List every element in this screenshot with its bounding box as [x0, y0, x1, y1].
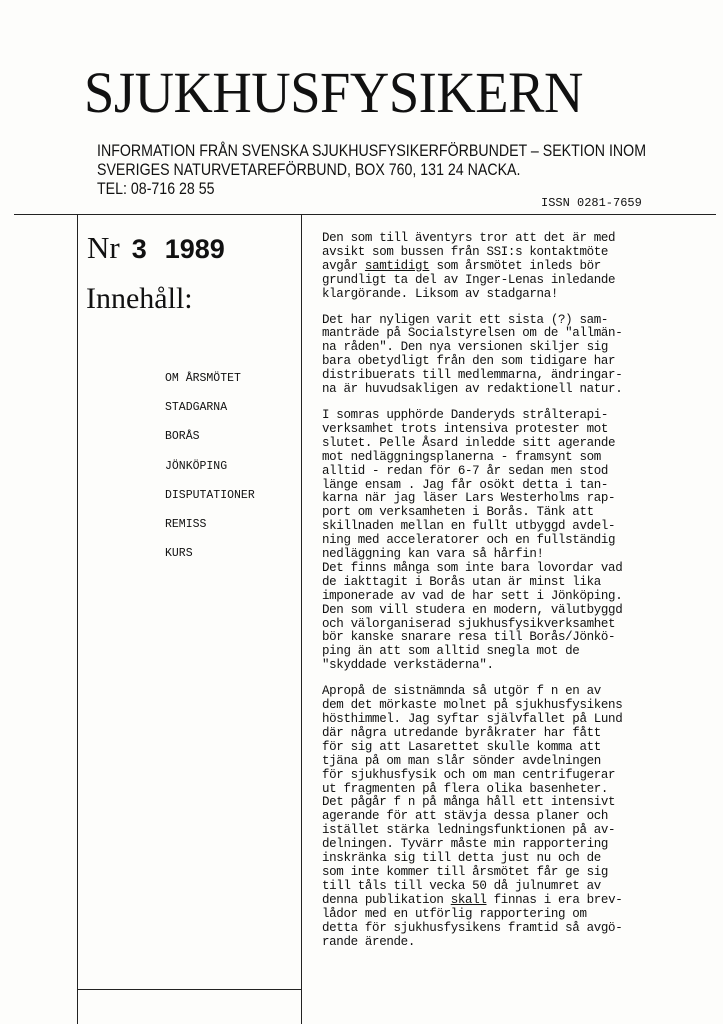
masthead-title: SJUKHUSFYSIKERN: [84, 60, 583, 125]
toc-item: BORÅS: [165, 430, 200, 444]
publisher-info-line: INFORMATION FRÅN SVENSKA SJUKHUSFYSIKERFÖRBUNDET – SEKTION INOM: [97, 142, 647, 160]
issue-number: [87, 230, 225, 266]
publisher-info: [97, 142, 646, 199]
text-block: Apropå de sistnämnda så utgör f n en av dem det mörkaste molnet på sjukhusfysikens hösthimmel. Jag syftar självfallet på Lund där några utredande byråkrater har fått för sig att Lasarettet skulle komma att tjäna på om man slår sönder avdelningen för sjukhusfysik och om man centrifugerar ut fragmenten på flera olika basenheter. Det pågår f n på många håll ett intensivt agerande för att stävja dessa planer och istället stärka ledningsfunktionen på av- delningen. Tyvärr måste min rapportering inskränka sig till detta just nu och de som inte kommer till årsmötet får ge sig till tåls till vecka 50 då julnumret av: [322, 684, 623, 893]
text-line: Den som till äventyrs tror att det är med: [322, 231, 616, 245]
editorial-column: [322, 232, 702, 961]
text-fragment: avgår: [322, 258, 365, 273]
left-margin-rule: [77, 215, 78, 1024]
text-fragment: denna publikation: [322, 892, 451, 907]
issue-nr-label: Nr: [87, 230, 120, 265]
issue-year: 1989: [164, 234, 225, 264]
toc-item: DISPUTATIONER: [165, 488, 255, 502]
text-fragment: finnas i era brev-: [486, 892, 623, 907]
footer-rule: [77, 989, 301, 990]
text-line: avsikt som bussen från SSI:s kontaktmöte: [322, 244, 609, 259]
issn-number: ISSN 0281-7659: [541, 196, 642, 210]
text-line: klargörande. Liksom av stadgarna!: [322, 286, 558, 301]
paragraph-socialstyrelsen: Det har nyligen varit ett sista (?) sam- manträde på Socialstyrelsen om de "allmän- na råden". Den nya versionen skiljer sig bara obetydligt från den som tidigare har distribuerats till medlemmarna, ändringar- na är huvudsakligen av redaktionell natur.: [322, 312, 623, 397]
paragraph-lund: [322, 685, 702, 949]
publisher-info-line: TEL: 08-716 28 55: [97, 180, 215, 198]
paragraph-jonkoping: Det finns många som inte bara lovordar vad de iakttagit i Borås utan är minst lika imponerade av vad de har sett i Jönköping. Den som vill studera en modern, välutbyggd och välorganiserad sjukhusfysikverksamhet bör kanske snarare resa till Borås/Jönkö- ping än att som alltid snegla mot de "skyddade verkstäderna".: [322, 560, 623, 673]
issue-number-value: 3: [131, 234, 147, 264]
publisher-info-line: SVERIGES NATURVETAREFÖRBUND, BOX 760, 131 24 NACKA.: [97, 161, 521, 179]
toc-item: JÖNKÖPING: [165, 459, 228, 473]
paragraph-annual-meeting: [322, 232, 702, 302]
column-divider: [301, 215, 302, 1024]
contents-heading: Innehåll:: [86, 282, 193, 315]
text-fragment: som årsmötet inleds bör: [429, 258, 601, 273]
toc-item: KURS: [165, 547, 193, 561]
paragraph-danderyd: I somras upphörde Danderyds strålterapi- verksamhet trots intensiva protester mot slutet. Pelle Åsard inledde sitt agerande mot nedläggningsplanerna - framsynt som alltid - redan för 6-7 år sedan men stod länge ensam . Jag får osökt detta i tan- karna när jag läser Lars Westerholms rap- port om verksamheten i Borås. Tänk att skillnaden mellan en fullt utbyggd avdel- ning med acceleratorer och en fullständig nedläggning kan vara så hårfin!: [322, 407, 616, 562]
toc-item: STADGARNA: [165, 401, 228, 415]
underlined-word: samtidigt: [364, 258, 430, 273]
toc-item: REMISS: [165, 517, 207, 531]
toc-item: OM ÅRSMÖTET: [165, 372, 241, 385]
table-of-contents: [165, 372, 255, 576]
text-block: lådor med en utförlig rapportering om detta för sjukhusfysikens framtid så avgö- rande ärende.: [322, 906, 623, 949]
underlined-word: skall: [450, 892, 487, 907]
header-rule: [14, 214, 716, 215]
text-line: grundligt ta del av Inger-Lenas inledande: [322, 272, 616, 287]
